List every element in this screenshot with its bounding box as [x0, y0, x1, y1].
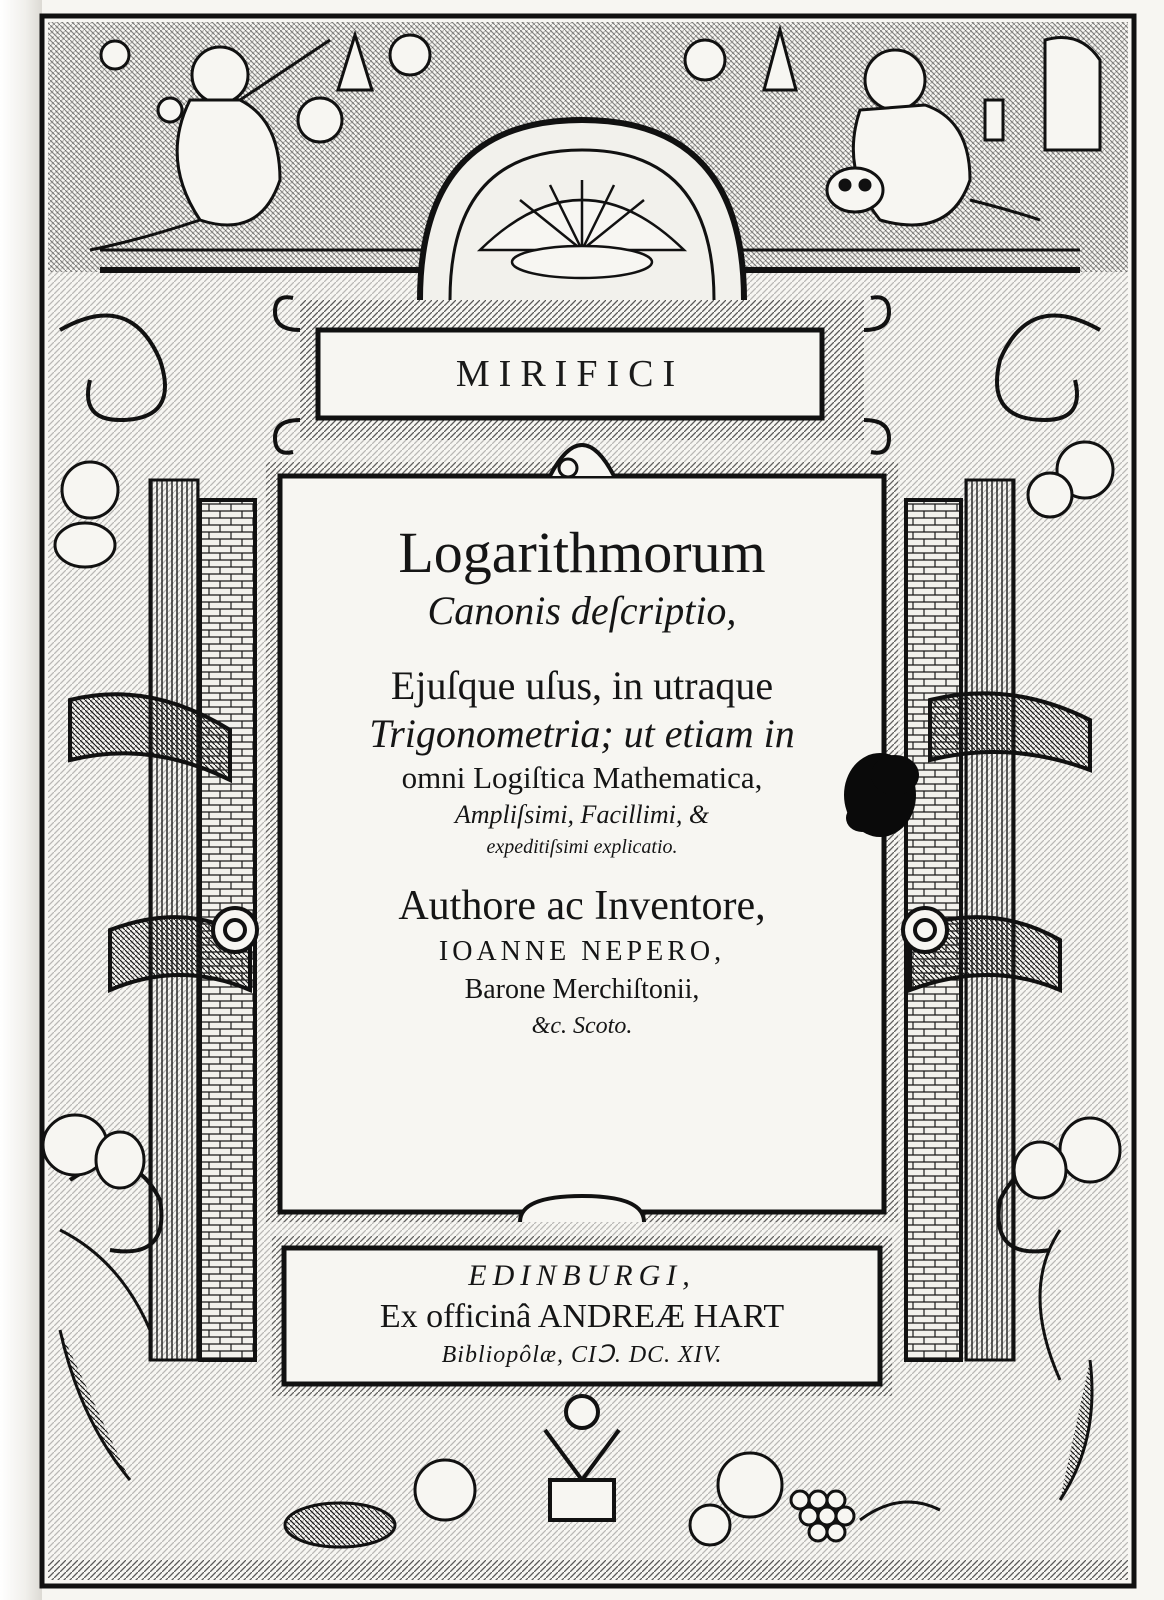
title-line-7: expeditiſsimi explicatio. — [486, 836, 678, 858]
title-block — [284, 500, 880, 1200]
title-line-3: Ejuſque uſus, in utraque — [390, 663, 774, 708]
banner-title: MIRIFICI — [455, 353, 685, 395]
author-line-1: Authore ac Inventore, — [398, 883, 766, 929]
title-line-6: Ampliſsimi, Facillimi, & — [454, 800, 710, 829]
imprint-printer: Ex officinâ ANDREÆ HART — [379, 1298, 785, 1335]
imprint-date: Bibliopôlæ, CIↃ. DC. XIV. — [441, 1342, 723, 1368]
banner — [318, 330, 822, 418]
title-line-5: omni Logiſtica Mathematica, — [401, 760, 763, 795]
imprint — [284, 1256, 880, 1380]
title-line-1: Logarithmorum — [398, 520, 766, 585]
author-origin: &c. Scoto. — [531, 1013, 633, 1039]
author-title: Barone Merchiſtonii, — [464, 974, 700, 1005]
imprint-city: EDINBURGI, — [468, 1259, 696, 1292]
author-name: IOANNE NEPERO, — [438, 936, 726, 967]
title-line-4: Trigonometria; ut etiam in — [369, 711, 795, 756]
title-line-2: Canonis deſcriptio, — [427, 588, 737, 633]
